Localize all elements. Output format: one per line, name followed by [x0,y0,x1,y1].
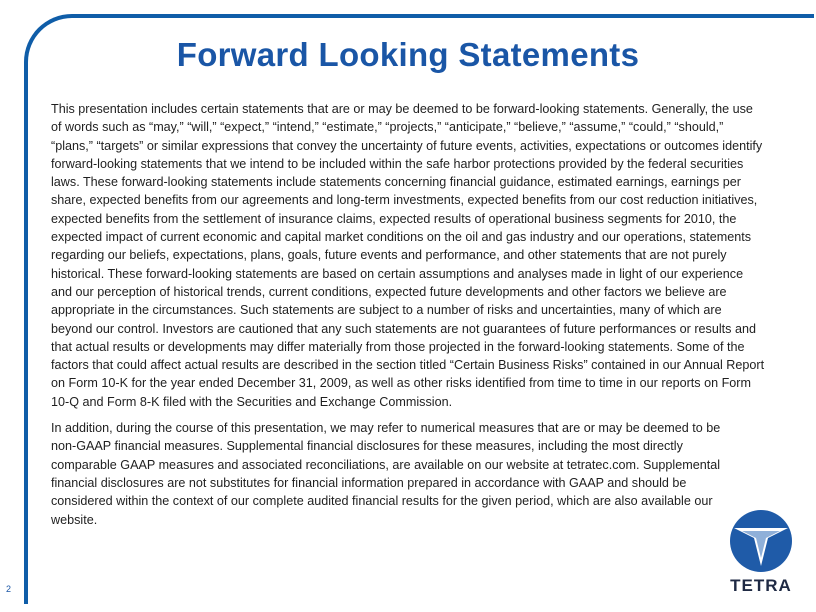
page-number: 2 [6,584,12,594]
paragraph-non-gaap: In addition, during the course of this presentation, we may refer to numerical measures that are or may be deemed to be non-GAAP financial measures. Supplemental financial disclosures for these measures, including the most directly comparable GAAP measures and associated reconciliations, are available on our website at tetratec.com. Supplemental financial disclosures are not substitutes for financial information prepared in accordance with GAAP and should be considered within the context of our complete audited financial results for the given period, which are also available our website. [51,421,721,527]
slide-body [51,100,766,537]
paragraph-forward-looking: This presentation includes certain statements that are or may be deemed to be forward-looking statements. Generally, the use of words such as “may,” “will,” “expect,” “intend,” “estimate,” “projects,” “anticipate,” “believe,” “assume,” “could,” “should,” “plans,” “targets” or similar expressions that convey the uncertainty of future events, activities, expectations or outcomes identify forward-looking statements that we intend to be included within the safe harbor protections provided by the federal securities laws. These forward-looking statements include statements concerning financial guidance, estimated earnings, earnings per share, expected benefits from our agreements and long-term investments, expected benefits from our cost reduction initiatives, expected benefits from the settlement of insurance claims, expected results of operational business segments for 2010, the expected impact of current economic and capital market conditions on the oil and gas industry and our operations, statements regarding our beliefs, expectations, plans, goals, future events and performance, and other statements that are not purely historical. These forward-looking statements are based on certain assumptions and analyses made in light of our experience and our perception of historical trends, current conditions, expected future developments and other factors we believe are appropriate in the circumstances. Such statements are subject to a number of risks and uncertainties, many of which are beyond our control. Investors are cautioned that any such statements are not guarantees of future performances or results and that actual results or developments may differ materially from those projected in the forward-looking statements. Some of the factors that could affect actual results are described in the section titled “Certain Business Risks” contained in our Annual Report on Form 10-K for the year ended December 31, 2009, as well as other risks identified from time to time in our reports on Form 10-Q and Form 8-K filed with the Securities and Exchange Commission. [51,102,765,409]
tetra-logo-icon [728,508,794,574]
logo-wordmark: TETRA [730,576,792,595]
slide-title: Forward Looking Statements [176,36,640,73]
